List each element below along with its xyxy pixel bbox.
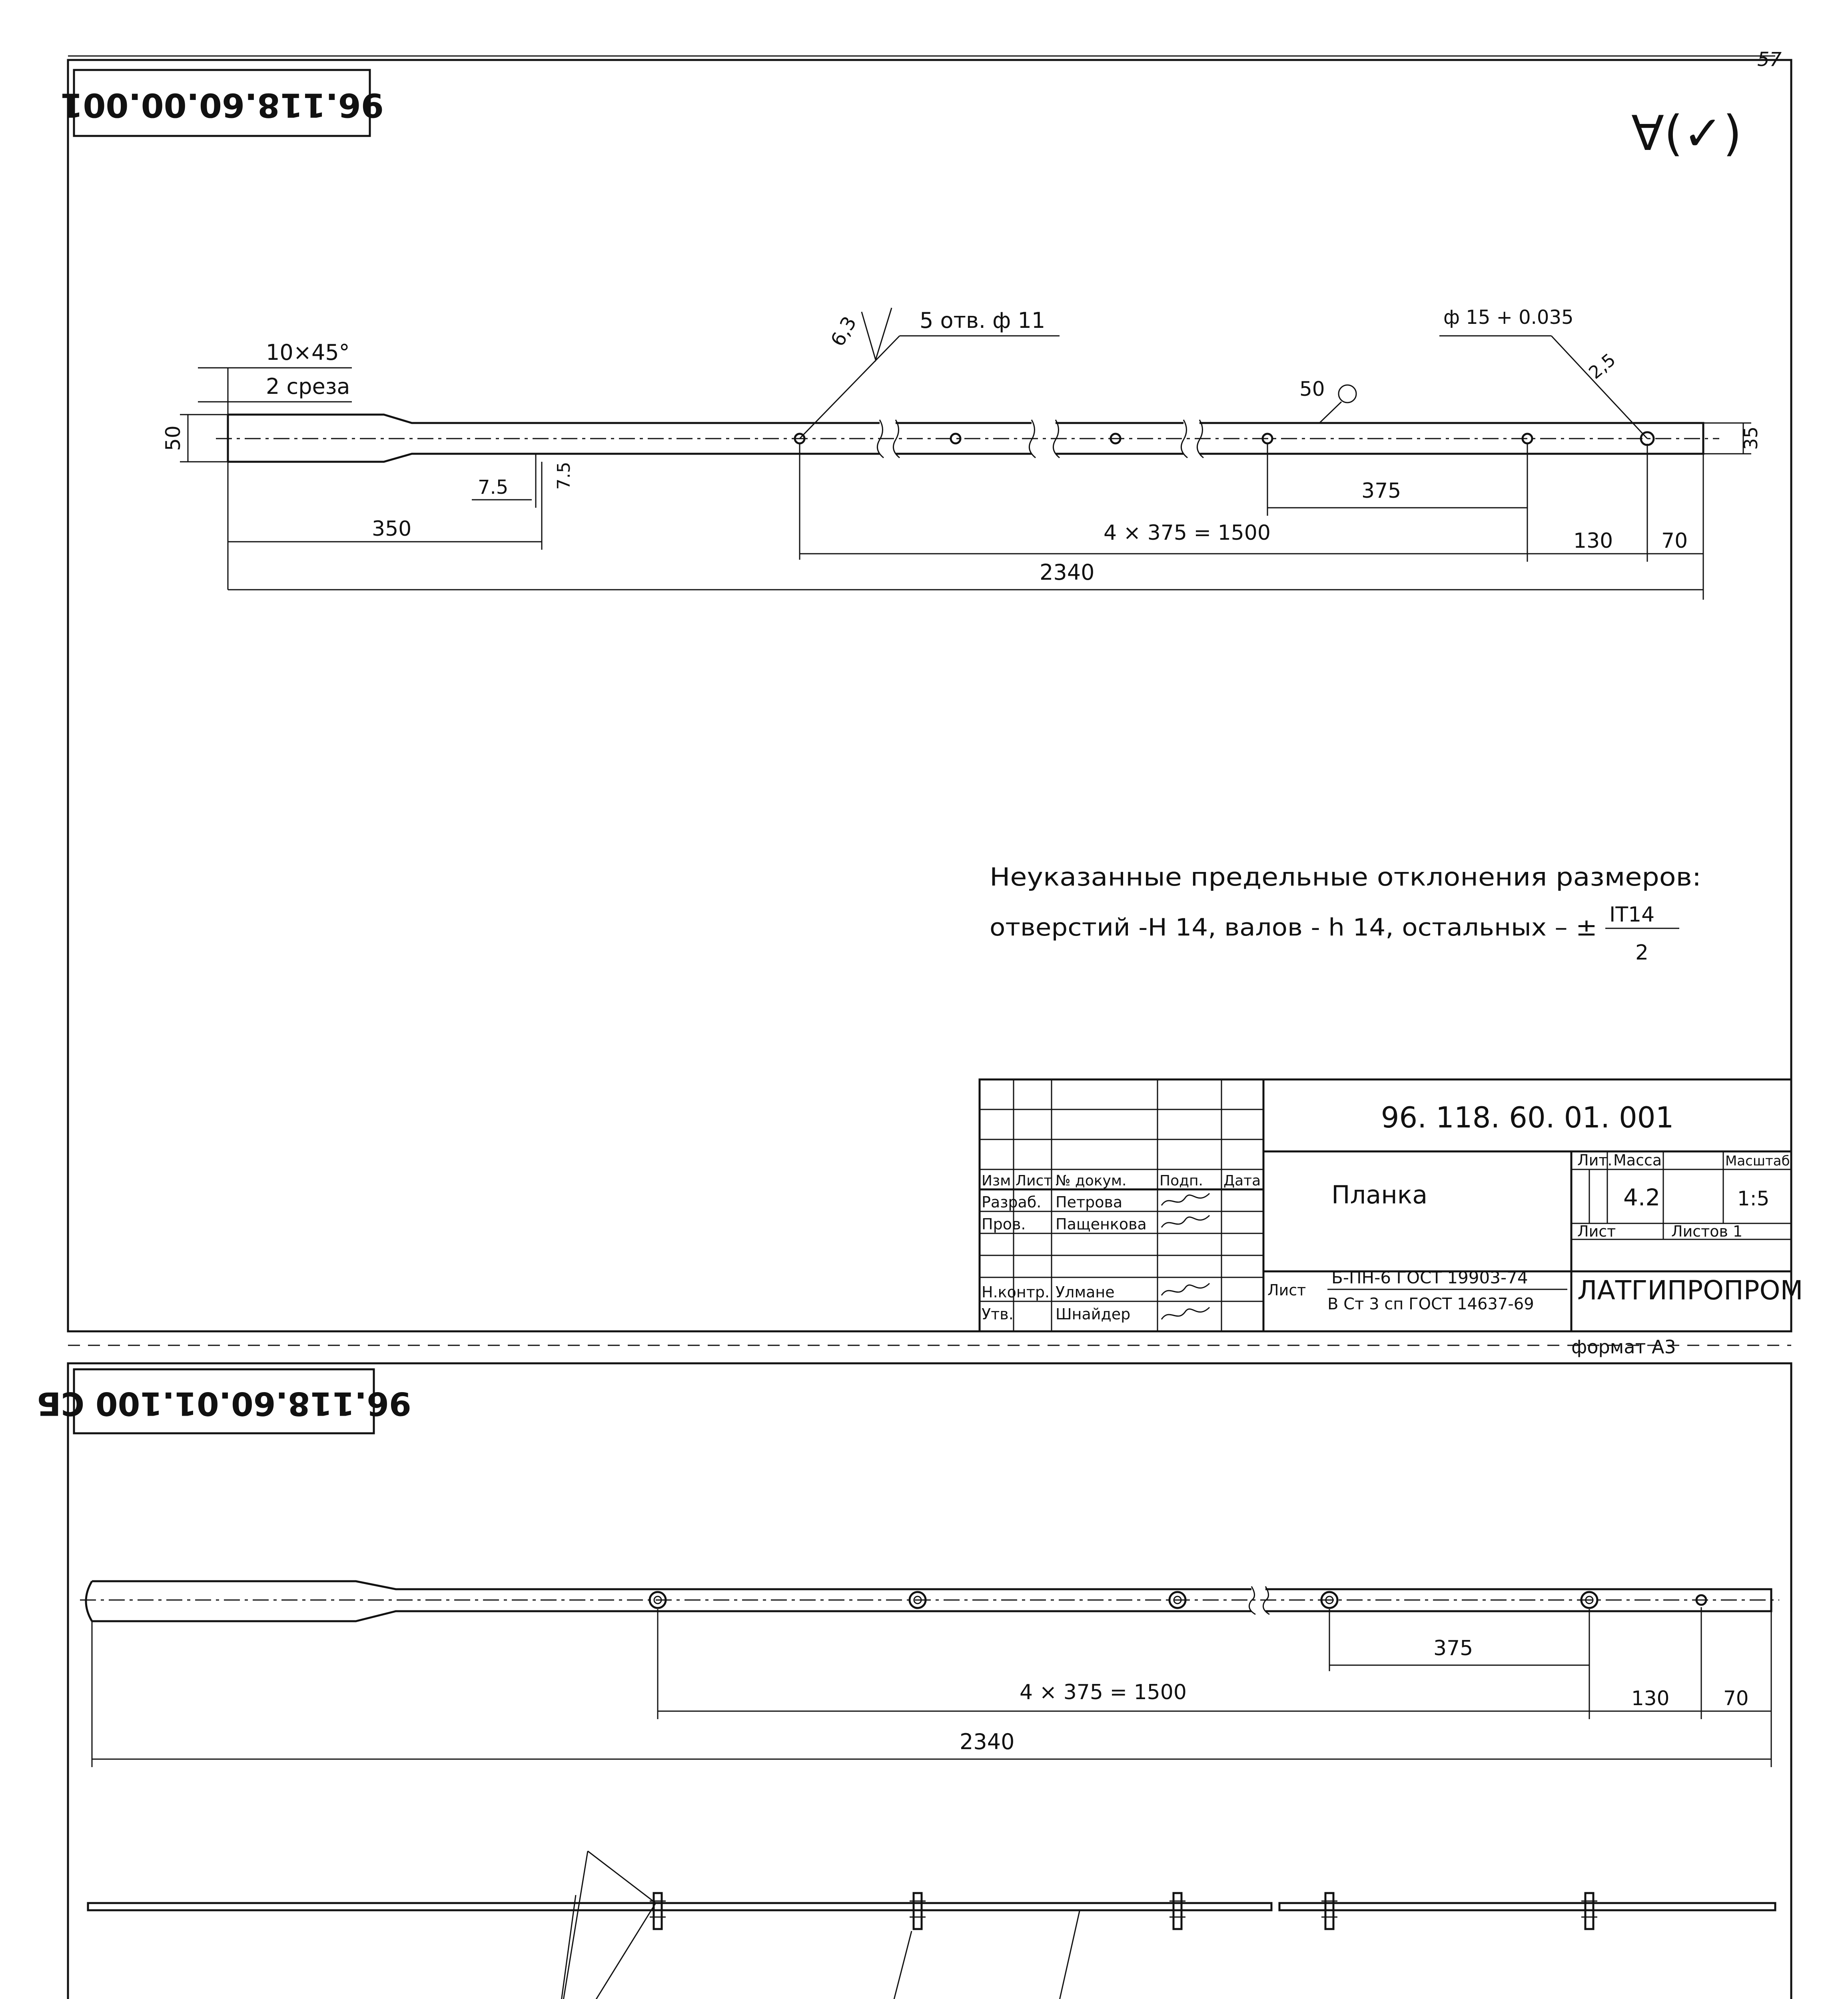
tb1-razrab-name: Петрова <box>1056 1193 1123 1211</box>
cuts-note: 2 среза <box>266 374 350 399</box>
tb1-ndoc: № докум. <box>1056 1173 1127 1189</box>
bar-part <box>216 415 1719 462</box>
sheet-1 <box>60 48 1803 1358</box>
tb1-utv-label: Утв. <box>982 1305 1014 1323</box>
tb1-listov-label: Листов 1 <box>1671 1223 1743 1240</box>
sheet-2-rotated-code: 96.118.60.01.100 СБ <box>36 1385 411 1422</box>
tb1-nkontr-name: Улмане <box>1056 1283 1115 1301</box>
assembly-side-view <box>88 1893 1775 1929</box>
asm-dim-1500: 4 × 375 = 1500 <box>1020 1680 1187 1704</box>
big-hole-note: ф 15 + 0.035 <box>1443 306 1574 329</box>
tolerance-frac-den: 2 <box>1635 941 1649 965</box>
circle-mark-label: 50 <box>1299 377 1325 401</box>
dim-130: 130 <box>1573 529 1613 553</box>
tolerance-note-line-1: Неуказанные предельные отклонения размеров: <box>990 862 1701 892</box>
tb1-scale-value: 1:5 <box>1737 1187 1770 1210</box>
tb1-nkontr-label: Н.контр. <box>982 1283 1050 1301</box>
tb1-signature-3 <box>1161 1283 1209 1295</box>
tb1-utv-name: Шнайдер <box>1056 1305 1131 1323</box>
dim-2340: 2340 <box>1040 560 1095 585</box>
asm-dim-130: 130 <box>1631 1687 1670 1710</box>
asm-dim-375: 375 <box>1433 1636 1473 1660</box>
tb1-title: Планка <box>1331 1180 1428 1209</box>
chamfer-note: 10×45° <box>266 340 350 365</box>
tb1-material-line-1: Б-ПН-6 ГОСТ 19903-74 <box>1331 1268 1528 1287</box>
dim-1500: 4 × 375 = 1500 <box>1104 521 1271 545</box>
assembly-plan-view <box>80 1581 1779 1621</box>
dim-35: 35 <box>1740 426 1762 450</box>
tb1-prov-label: Пров. <box>982 1215 1026 1233</box>
tb1-org: ЛАТГИПРОПРОМ <box>1577 1275 1803 1306</box>
sheet-2 <box>36 1363 1801 1999</box>
sheet-1-frame <box>68 60 1791 1331</box>
holes-note: 5 отв. ф 11 <box>920 308 1046 333</box>
tb1-signature-1 <box>1161 1193 1209 1205</box>
roughness-symbol: ∀(✓) <box>1631 106 1742 162</box>
dim-70: 70 <box>1661 529 1688 553</box>
tb1-razrab-label: Разраб. <box>982 1193 1042 1211</box>
sheet-1-rotated-code: 96.118.60.00.001 <box>60 86 384 124</box>
tb1-signature-2 <box>1161 1215 1209 1227</box>
dim-7-5-v: 7.5 <box>554 462 574 490</box>
tb1-izm: Изм <box>982 1173 1011 1189</box>
roughness-63: 6,3 <box>826 312 861 350</box>
tb1-signature-4 <box>1161 1307 1209 1319</box>
asm-dim-2340: 2340 <box>960 1729 1015 1754</box>
tolerance-frac-num: IT14 <box>1609 903 1655 927</box>
tb1-material-prefix: Лист <box>1267 1281 1306 1299</box>
asm-dim-70: 70 <box>1723 1687 1749 1710</box>
tb1-data: Дата <box>1223 1173 1261 1189</box>
tb1-massa: Масса <box>1613 1151 1662 1169</box>
dim-7-5-h: 7.5 <box>478 476 509 499</box>
tb1-list-label: Лист <box>1577 1223 1616 1240</box>
dim-350: 350 <box>372 517 412 541</box>
tb1-doc-code: 96. 118. 60. 01. 001 <box>1381 1101 1674 1134</box>
dim-height-50: 50 <box>162 425 185 451</box>
tb1-masshtab: Масштаб <box>1725 1153 1790 1169</box>
tb1-mass-value: 4.2 <box>1623 1184 1660 1211</box>
dim-375: 375 <box>1361 479 1401 503</box>
tb1-material-line-2: В Ст 3 сп ГОСТ 14637-69 <box>1327 1295 1534 1313</box>
tb1-format: формат А3 <box>1571 1336 1676 1358</box>
tb1-lit: Лит. <box>1577 1151 1613 1169</box>
tb1-list: Лист <box>1016 1173 1052 1189</box>
tb1-prov-name: Пащенкова <box>1056 1215 1147 1233</box>
title-block-1 <box>68 1079 1803 1358</box>
tb1-podp: Подп. <box>1159 1173 1203 1189</box>
page-number: 57 <box>1757 48 1782 71</box>
tolerance-note-line-2: отверстий -Н 14, валов - h 14, остальных – ± <box>990 914 1597 942</box>
roughness-25: 2,5 <box>1585 349 1620 383</box>
